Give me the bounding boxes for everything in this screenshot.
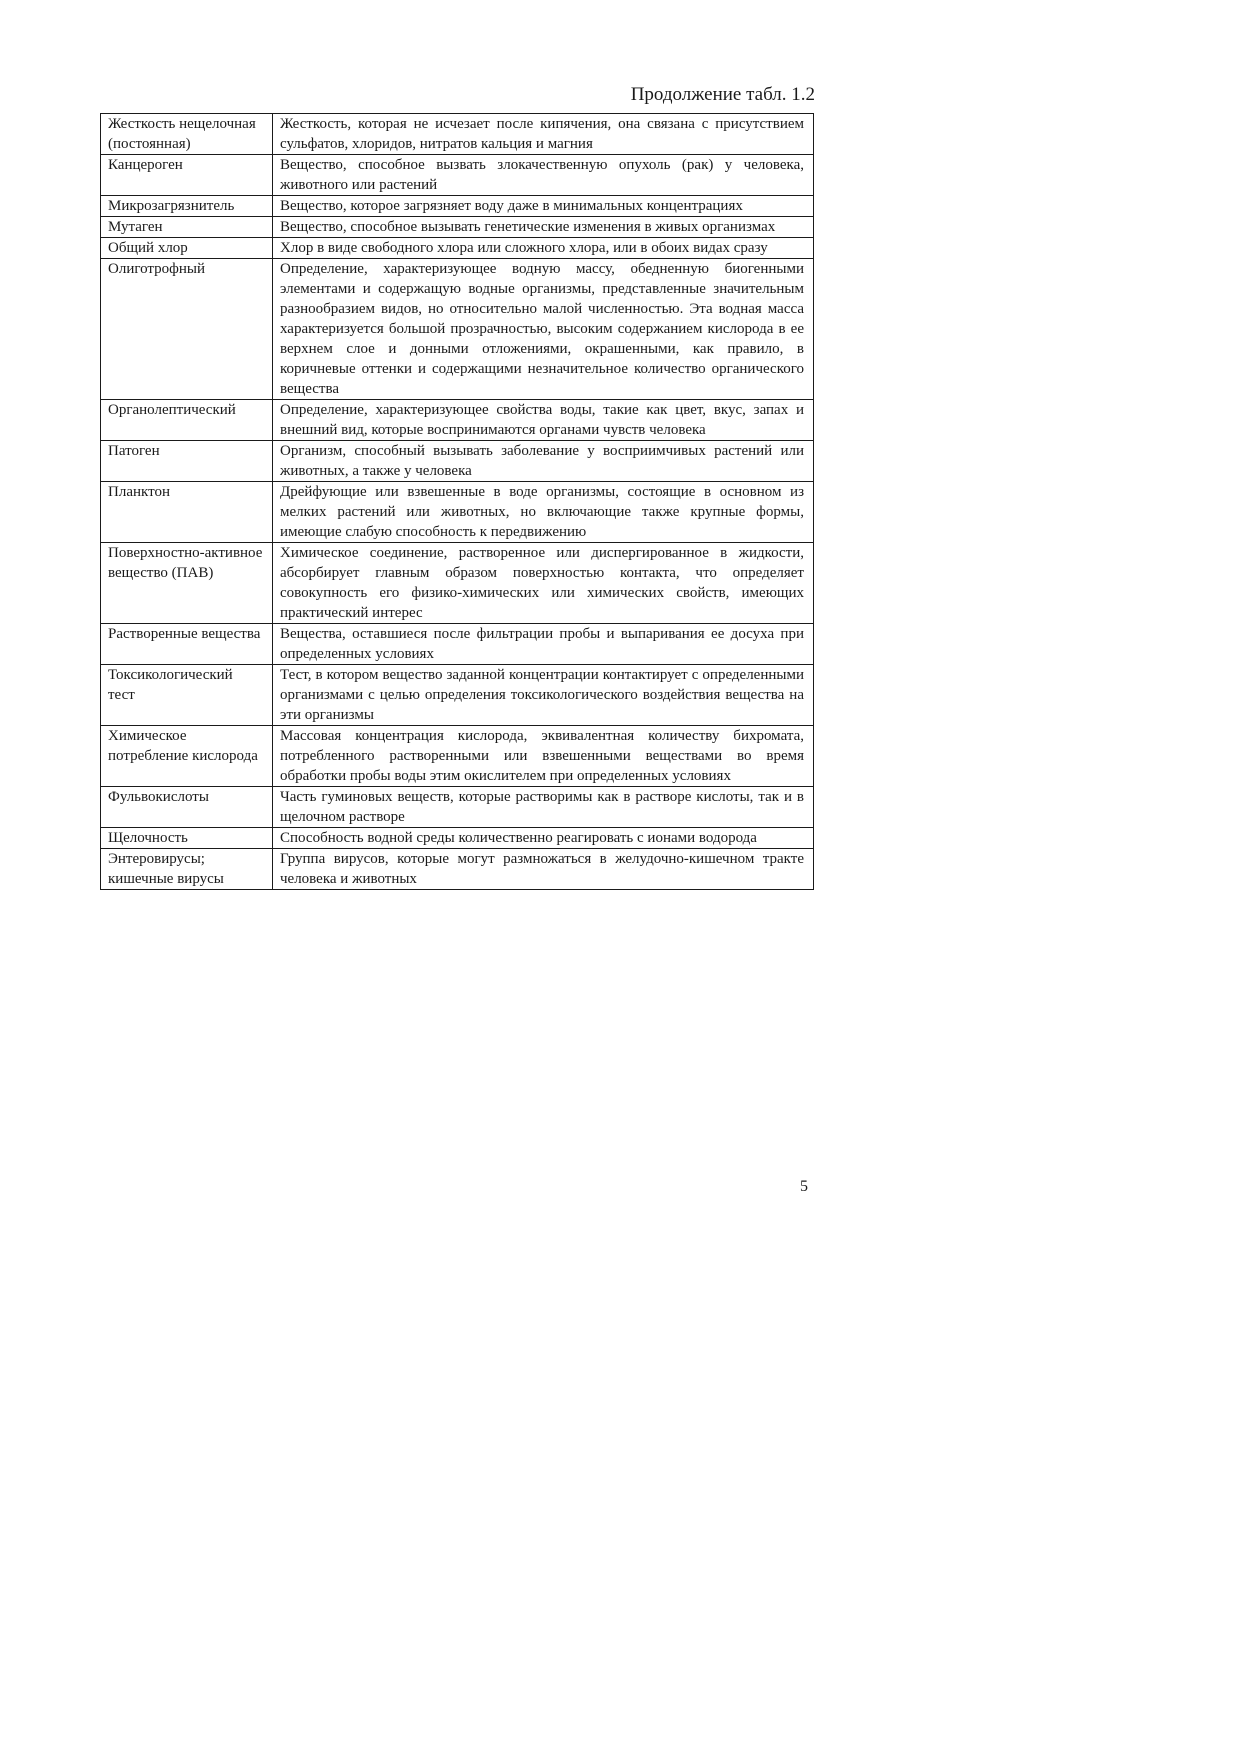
definition-cell: Массовая концентрация кислорода, эквивалентная количеству бихромата, потребленного растворенными или взвешенными веществами во время обработки пробы воды этим окислителем при определенных условиях <box>273 726 814 787</box>
term-cell: Жесткость нещелочная (постоянная) <box>101 114 273 155</box>
table-row <box>101 828 814 849</box>
term-cell: Планктон <box>101 482 273 543</box>
table-row <box>101 400 814 441</box>
table-row <box>101 155 814 196</box>
table-row <box>101 849 814 890</box>
table-row <box>101 665 814 726</box>
definition-cell: Хлор в виде свободного хлора или сложного хлора, или в обоих видах сразу <box>273 238 814 259</box>
definition-cell: Дрейфующие или взвешенные в воде организмы, состоящие в основном из мелких растений или животных, но включающие также крупные формы, имеющие слабую способность к передвижению <box>273 482 814 543</box>
definition-cell: Химическое соединение, растворенное или диспергированное в жидкости, абсорбирует главным образом поверхностью контакта, что определяет совокупность его физико-химических или химических свойств, имеющих практический интерес <box>273 543 814 624</box>
definition-cell: Вещество, которое загрязняет воду даже в минимальных концентрациях <box>273 196 814 217</box>
term-cell: Фульвокислоты <box>101 787 273 828</box>
table-row <box>101 114 814 155</box>
table-row <box>101 196 814 217</box>
term-cell: Микрозагрязнитель <box>101 196 273 217</box>
definition-cell: Организм, способный вызывать заболевание у восприимчивых растений или животных, а также у человека <box>273 441 814 482</box>
table-row <box>101 787 814 828</box>
table-caption: Продолжение табл. 1.2 <box>630 84 815 105</box>
term-cell: Энтеровирусы; кишечные вирусы <box>101 849 273 890</box>
term-cell: Общий хлор <box>101 238 273 259</box>
definition-cell: Вещества, оставшиеся после фильтрации пробы и выпаривания ее досуха при определенных условиях <box>273 624 814 665</box>
term-cell: Органолептический <box>101 400 273 441</box>
definition-cell: Вещество, способное вызывать генетические изменения в живых организмах <box>273 217 814 238</box>
table-row <box>101 726 814 787</box>
definition-cell: Определение, характеризующее водную массу, обедненную биогенными элементами и содержащую водные организмы, представленные значительным разнообразием видов, но относительно малой численностью. Эта водная масса характеризуется большой прозрачностью, высоким содержанием кислорода в ее верхнем слое и донными отложениями, окрашенными, как правило, в коричневые оттенки и содержащими незначительное количество органического вещества <box>273 259 814 400</box>
term-cell: Патоген <box>101 441 273 482</box>
definition-cell: Группа вирусов, которые могут размножаться в желудочно-кишечном тракте человека и животных <box>273 849 814 890</box>
glossary-table <box>100 113 814 890</box>
page-number: 5 <box>800 1178 808 1195</box>
definition-cell: Вещество, способное вызвать злокачественную опухоль (рак) у человека, животного или растений <box>273 155 814 196</box>
term-cell: Олиготрофный <box>101 259 273 400</box>
table-row <box>101 441 814 482</box>
table-row <box>101 238 814 259</box>
definition-cell: Способность водной среды количественно реагировать с ионами водорода <box>273 828 814 849</box>
term-cell: Щелочность <box>101 828 273 849</box>
table-row <box>101 482 814 543</box>
table-row <box>101 217 814 238</box>
table-row <box>101 624 814 665</box>
definition-cell: Определение, характеризующее свойства воды, такие как цвет, вкус, запах и внешний вид, которые воспринимаются органами чувств человека <box>273 400 814 441</box>
definition-cell: Тест, в котором вещество заданной концентрации контактирует с определенными организмами с целью определения токсикологического воздействия вещества на эти организмы <box>273 665 814 726</box>
term-cell: Растворенные вещества <box>101 624 273 665</box>
term-cell: Токсикологический тест <box>101 665 273 726</box>
table-row <box>101 543 814 624</box>
table-row <box>101 259 814 400</box>
definition-cell: Жесткость, которая не исчезает после кипячения, она связана с присутствием сульфатов, хлоридов, нитратов кальция и магния <box>273 114 814 155</box>
term-cell: Мутаген <box>101 217 273 238</box>
term-cell: Химическое потребление кислорода <box>101 726 273 787</box>
term-cell: Канцероген <box>101 155 273 196</box>
term-cell: Поверхностно-активное вещество (ПАВ) <box>101 543 273 624</box>
definition-cell: Часть гуминовых веществ, которые растворимы как в растворе кислоты, так и в щелочном растворе <box>273 787 814 828</box>
